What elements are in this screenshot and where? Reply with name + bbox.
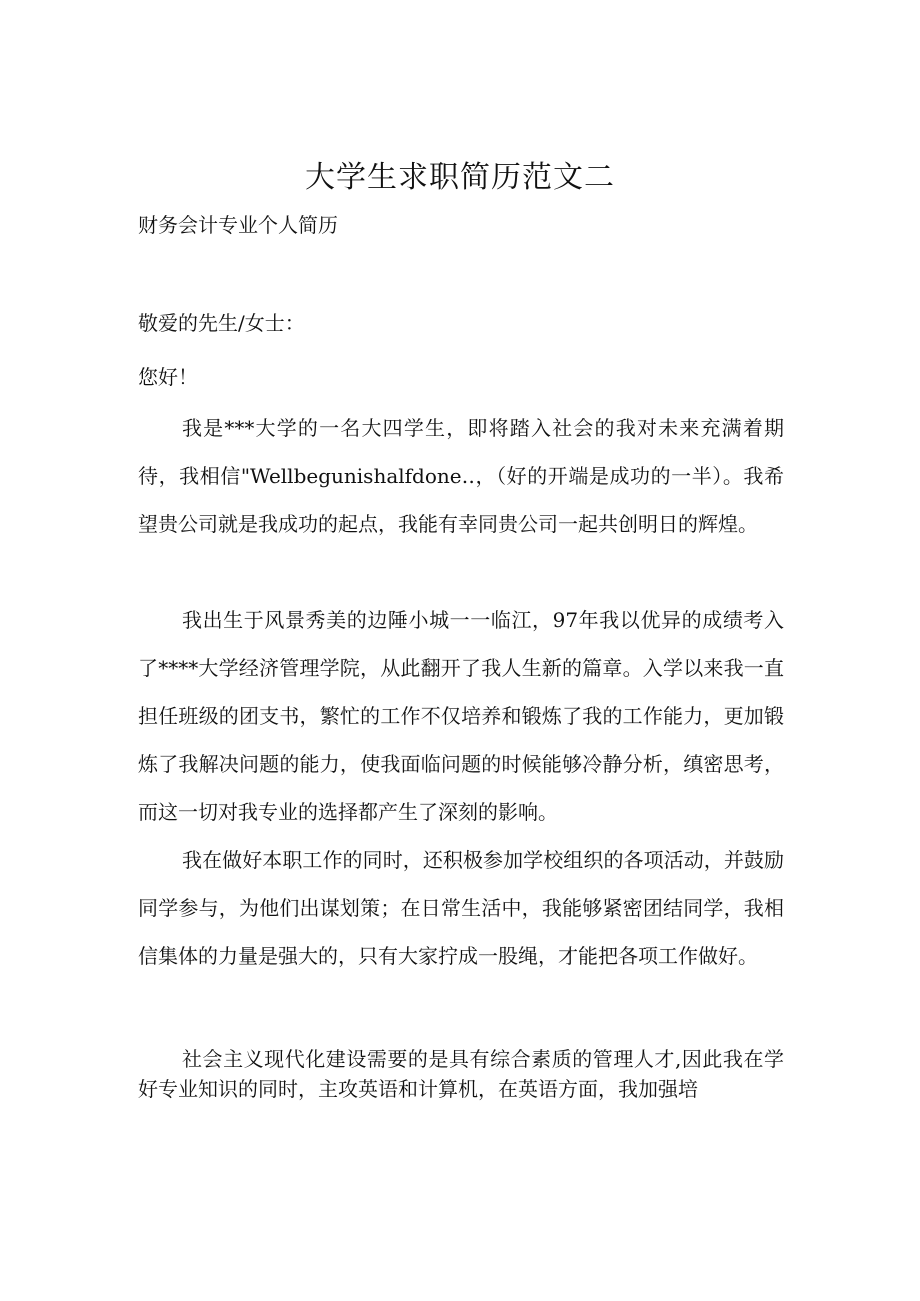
salutation: 敬爱的先生/女士： (138, 311, 305, 335)
document-subtitle: 财务会计专业个人简历 (138, 213, 338, 237)
body-paragraph-3: 我在做好本职工作的同时，还积极参加学校组织的各项活动，并鼓励同学参与，为他们出谋划策；在日常生活中，我能够紧密团结同学，我相信集体的力量是强大的，只有大家拧成一股绳，才能把各项工作做好。 (138, 848, 784, 968)
body-paragraph-2: 我出生于风景秀美的边陲小城一一临江，97年我以优异的成绩考入了****大学经济管理学院，从此翻开了我人生新的篇章。入学以来我一直担任班级的团支书，繁忙的工作不仅培养和锻炼了我的工作能力，更加锻炼了我解决问题的能力，使我面临问题的时候能够冷静分析，缜密思考，而这一切对我专业的选择都产生了深刻的影响。 (138, 608, 784, 824)
body-paragraph-1: 我是***大学的一名大四学生，即将踏入社会的我对未来充满着期待，我相信"Wellbegunishalfdone‥，（好的开端是成功的一半）。我希望贵公司就是我成功的起点，我能有幸同贵公司一起共创明日的辉煌。 (138, 416, 784, 536)
greeting: 您好！ (138, 365, 198, 389)
body-paragraph-4: 社会主义现代化建设需要的是具有综合素质的管理人才,因此我在学好专业知识的同时，主攻英语和计算机，在英语方面，我加强培 (138, 1047, 784, 1101)
document-title: 大学生求职简历范文二 (305, 160, 615, 195)
